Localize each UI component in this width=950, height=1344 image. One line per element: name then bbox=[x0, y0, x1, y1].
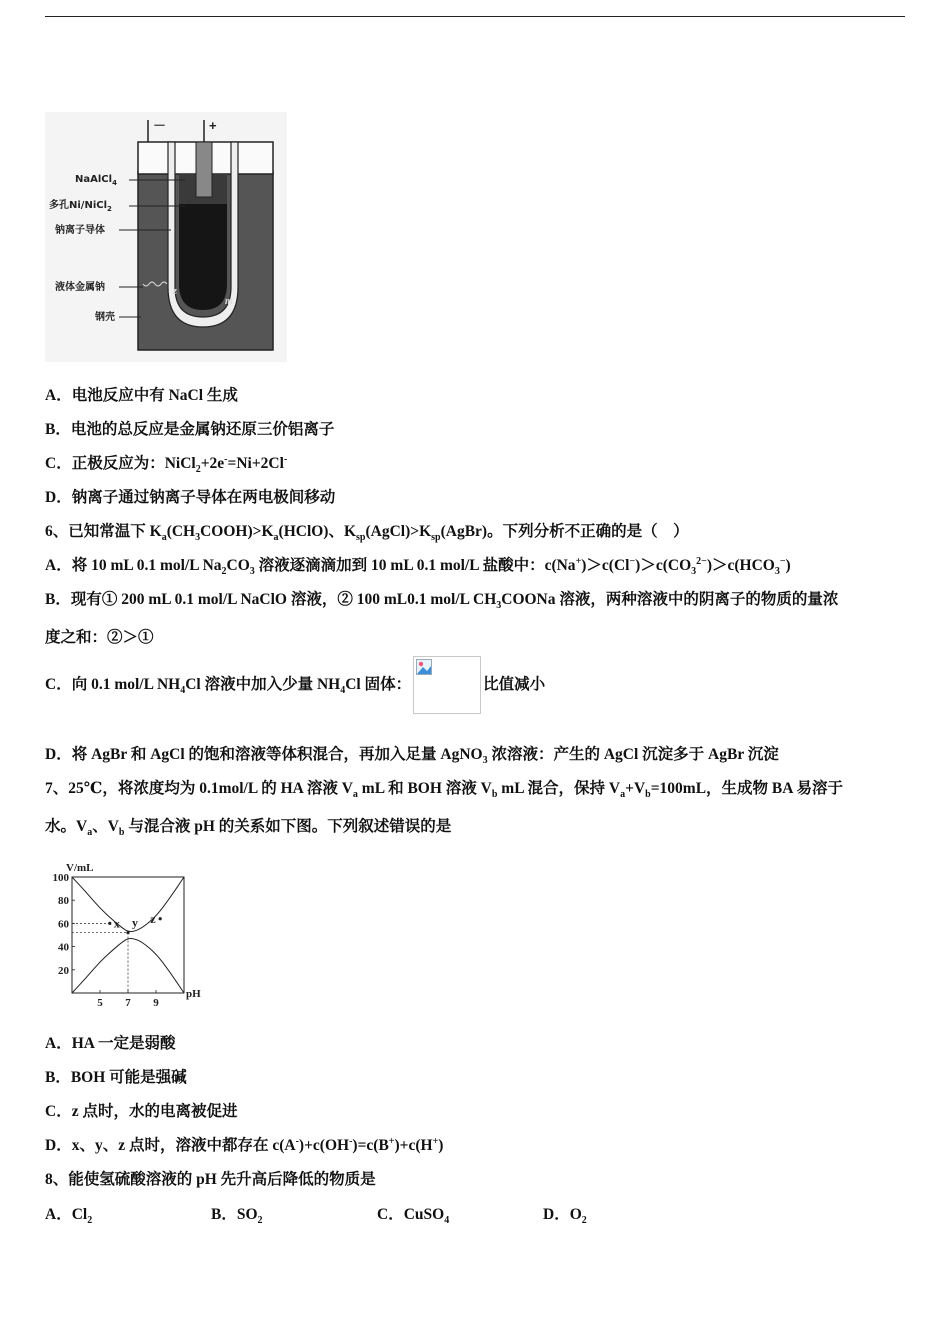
label-steel-shell: 钢壳 bbox=[95, 312, 115, 323]
q6-stem: 6、已知常温下 $K_a(CH_3COOH)>K_a(HClO)$、$K_{sp}(AgCl)>K_{sp}(AgBr)$。下列分析不正确的是（ ） bbox=[45, 523, 689, 544]
q7-option-a: A．HA 一定是弱酸 bbox=[45, 1035, 176, 1052]
x-tick-label: 9 bbox=[153, 997, 159, 1009]
point-y bbox=[126, 931, 129, 934]
q5-option-a: A．电池反应中有 NaCl 生成 bbox=[45, 387, 238, 404]
formula-image-placeholder bbox=[413, 656, 481, 714]
svg-text:z: z bbox=[173, 286, 177, 297]
x-axis-label: pH bbox=[186, 988, 201, 1000]
point-z bbox=[159, 917, 162, 920]
minus-terminal-label: － bbox=[153, 118, 167, 133]
q6-option-b-line1: B．现有① 200 mL 0.1 mol/L NaClO 溶液，② 100 mL0.1 mol/L $CH_3COONa$ 溶液，两种溶液中的阴离子的物质的量浓 bbox=[45, 591, 839, 612]
q6-option-c: C．向 0.1 mol/L $NH_4Cl$ 溶液中加入少量 $NH_4Cl$ 固体： 比值减小 bbox=[45, 656, 545, 714]
label-porous-ni: 多孔Ni/NiCl$_2$ bbox=[49, 200, 112, 213]
svg-text:m: m bbox=[225, 296, 233, 307]
plus-terminal-label: + bbox=[209, 118, 217, 133]
y-tick-label: 60 bbox=[58, 918, 69, 931]
ph-volume-chart bbox=[48, 857, 208, 1009]
q5-option-b: B．电池的总反应是金属钠还原三价铝离子 bbox=[45, 421, 335, 438]
point-label-x: x bbox=[113, 916, 120, 931]
q5-option-d: D．钠离子通过钠离子导体在两电极间移动 bbox=[45, 489, 336, 506]
x-tick-label: 5 bbox=[97, 997, 103, 1009]
q8-option-b: B．$SO_2$ bbox=[211, 1206, 263, 1227]
q8-option-a: A．$Cl_2$ bbox=[45, 1206, 93, 1227]
q8-option-d: D．$O_2$ bbox=[543, 1206, 587, 1227]
y-tick-label: 100 bbox=[52, 872, 69, 884]
point-label-y: y bbox=[132, 915, 138, 930]
broken-image-icon bbox=[416, 659, 432, 675]
chart-frame bbox=[72, 877, 184, 993]
q5-option-c: C．正极反应为：NiCl$_2$+2e-=Ni+2Cl- bbox=[45, 453, 288, 476]
q7-option-b: B．BOH 可能是强碱 bbox=[45, 1069, 187, 1086]
point-label-z: z bbox=[150, 911, 156, 926]
y-axis-label: V/mL bbox=[66, 862, 94, 874]
q7-stem-line1: 7、25℃，将浓度均为 0.1mol/L 的 HA 溶液 $V_a$ mL 和 BOH 溶液 $V_b$ mL 混合，保持 $V_a+V_b=100mL$，生成物 BA 易溶于 bbox=[45, 780, 843, 801]
label-naalcl4: NaAlCl$_4$ bbox=[75, 174, 117, 187]
battery-diagram bbox=[45, 112, 287, 362]
q6-option-b-line2: 度之和：②＞① bbox=[45, 629, 154, 646]
q7-option-c: C．z 点时，水的电离被促进 bbox=[45, 1103, 238, 1120]
q7-option-d: D．x、y、z 点时，溶液中都存在 c(A-)+c(OH-)=c(B+)+c(H+) bbox=[45, 1135, 444, 1154]
q8-stem: 8、能使氢硫酸溶液的 pH 先升高后降低的物质是 bbox=[45, 1171, 376, 1188]
point-x bbox=[108, 922, 111, 925]
q6-option-a: A．将 10 mL 0.1 mol/L $Na_2CO_3$ 溶液逐滴滴加到 10 mL 0.1 mol/L 盐酸中：$c(Na^+)>c(Cl^-)>c(CO_3^{2-})>c(HCO_3^-)$ bbox=[45, 555, 791, 578]
q6-option-d: D．将 AgBr 和 AgCl 的饱和溶液等体积混合，再加入足量 AgNO$_3$ 浓溶液：产生的 AgCl 沉淀多于 AgBr 沉淀 bbox=[45, 746, 779, 767]
q7-stem-line2: 水。$V_a$、$V_b$ 与混合液 pH 的关系如下图。下列叙述错误的是 bbox=[45, 818, 452, 839]
q8-option-c: C．CuSO$_4$ bbox=[377, 1206, 450, 1227]
label-na-conductor: 钠离子导体 bbox=[55, 225, 105, 236]
y-tick-label: 20 bbox=[58, 964, 69, 977]
y-tick-label: 40 bbox=[58, 941, 69, 954]
q8-options bbox=[45, 1205, 709, 1225]
label-liquid-sodium: 液体金属钠 bbox=[55, 282, 105, 293]
x-tick-label: 7 bbox=[125, 997, 131, 1009]
y-tick-label: 80 bbox=[58, 895, 69, 908]
header-rule bbox=[45, 16, 905, 17]
